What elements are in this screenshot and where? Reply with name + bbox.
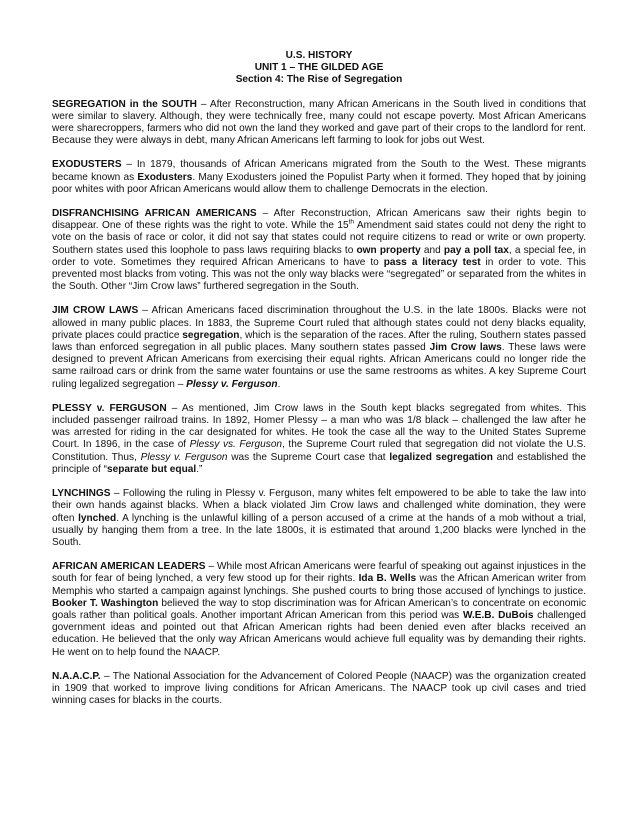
text-exodusters-2: . Many Exodusters joined the Populist Party when it formed. They hoped that by joining poor whites with poor African Americans would allow them to challenge Democrats in the election. bbox=[52, 171, 586, 195]
text-jim-crow-3: . These laws were designed to prevent African Americans from exercising their equal rights. African Americans could no longer ride the same railroad cars or drink from the same water fountains or use the same restrooms as whites. A key Supreme Court ruling legalized segregation – bbox=[52, 342, 586, 390]
text-lynchings-2: . A lynching is the unlawful killing of a person accused of a crime at the hands of a mob without a trial, usually by hanging them from a tree. In the late 1800s, it is estimated that around 1,200 blacks were lynched in the South. bbox=[52, 512, 586, 548]
term-lynchings: LYNCHINGS bbox=[52, 488, 111, 500]
bold-ida-b-wells: Ida B. Wells bbox=[358, 573, 417, 585]
bold-literacy-test: pass a literacy test bbox=[383, 256, 481, 268]
text-jim-crow-1: – African Americans faced discrimination throughout the U.S. in the late 1800s. Blacks were not allowed in many public places. In 1883, the Supreme Court ruled that although states could not deny blacks equality, private places could practice bbox=[52, 305, 586, 341]
term-segregation: SEGREGATION in the SOUTH bbox=[52, 98, 197, 110]
text-exodusters-1: – In 1879, thousands of African Americans migrated from the South to the West. These migrants became known as bbox=[52, 159, 586, 183]
section-title: Section 4: The Rise of Segregation bbox=[235, 74, 403, 86]
text-plessy-3: was the Supreme Court case that bbox=[227, 451, 390, 463]
text-naacp: – The National Association for the Advancement of Colored People (NAACP) was the organization created in 1909 that worked to improve living conditions for African Americans. The NAACP took up civil cases and tried winning cases for blacks in the courts. bbox=[52, 670, 586, 707]
italic-plessy-vs: Plessy vs. Ferguson bbox=[189, 439, 283, 451]
bold-jim-crow-laws: Jim Crow laws bbox=[429, 342, 502, 354]
text-plessy-4: and established the principle of “ bbox=[52, 451, 586, 475]
document-page bbox=[52, 50, 586, 719]
bold-italic-plessy: Plessy v. Ferguson bbox=[186, 378, 278, 390]
bold-segregation: segregation bbox=[182, 329, 240, 341]
text-leaders-3: believed the way to stop discrimination was for African American’s to concentrate on economic goals rather than political goals. Another important African American from this period was bbox=[52, 597, 587, 621]
bold-web-dubois: W.E.B. DuBois bbox=[462, 609, 534, 621]
term-plessy: PLESSY v. FERGUSON bbox=[52, 402, 167, 414]
text-leaders-1: – While most African Americans were fearful of speaking out against injustices in the south for fear of being lynched, a very few stood up for their rights. bbox=[52, 561, 586, 585]
text-plessy-5: .” bbox=[196, 463, 203, 475]
term-jim-crow: JIM CROW LAWS bbox=[52, 305, 139, 317]
bold-separate-but-equal: separate but equal bbox=[106, 463, 197, 475]
document-header bbox=[52, 50, 586, 87]
text-segregation: – After Reconstruction, many African Americans in the South lived in conditions that were similar to slavery. Although, they were technically free, many could not escape poverty. Most African Americans were sharecroppers, farmers who did not own the land they worked and gave part of their crops to the landlord for rent. Because they were always in debt, many African Americans left farming to look for jobs out West. bbox=[52, 98, 586, 147]
paragraph-naacp bbox=[52, 671, 586, 708]
text-disfranchising-1: – After Reconstruction, African Americans saw their rights begin to disappear. One of these rights was the right to vote. While the 15 bbox=[52, 208, 586, 232]
bold-lynched: lynched bbox=[78, 512, 117, 524]
paragraph-lynchings bbox=[52, 488, 586, 549]
term-leaders: AFRICAN AMERICAN LEADERS bbox=[52, 561, 206, 573]
text-lynchings-1: – Following the ruling in Plessy v. Ferguson, many whites felt empowered to be able to take the law into their own hands against blacks. When a black violated Jim Crow laws and challenged white domination, they were often bbox=[52, 488, 586, 524]
text-disfranchising-5: in order to vote. This prevented most blacks from voting. This was not the only way blacks were “segregated” or separated from the whites in the South. Other “Jim Crow laws” furthered segregation in the South. bbox=[52, 256, 586, 293]
paragraph-exodusters bbox=[52, 159, 586, 196]
unit-title: UNIT 1 – THE GILDED AGE bbox=[254, 62, 384, 74]
paragraph-disfranchising bbox=[52, 208, 586, 293]
text-jim-crow-2: , which is the separation of the races. After the ruling, Southern states passed laws than enforced segregation in all public places. Many southern states passed bbox=[52, 329, 586, 354]
text-disfranchising-3: and bbox=[420, 244, 444, 256]
paragraph-segregation bbox=[52, 99, 586, 148]
bold-booker-t-washington: Booker T. Washington bbox=[52, 597, 159, 609]
bold-poll-tax: pay a poll tax bbox=[443, 244, 509, 256]
paragraph-leaders bbox=[52, 561, 586, 659]
text-leaders-2: was the African American writer from Memphis who started a campaign against lynchings. She pushed courts to bring those accused of lynchings to justice. bbox=[52, 573, 586, 597]
term-naacp: N.A.A.C.P. bbox=[52, 670, 101, 682]
term-exodusters: EXODUSTERS bbox=[52, 159, 122, 171]
term-disfranchising: DISFRANCHISING AFRICAN AMERICANS bbox=[52, 208, 257, 220]
text-disfranchising-4: , a special fee, in order to vote. Sometimes they required African Americans to have to bbox=[52, 244, 587, 268]
bold-own-property: own property bbox=[356, 244, 421, 256]
paragraph-jim-crow bbox=[52, 305, 586, 390]
bold-legalized-segregation: legalized segregation bbox=[389, 451, 493, 463]
course-title: U.S. HISTORY bbox=[285, 50, 353, 61]
superscript-th: th bbox=[348, 218, 355, 226]
text-disfranchising-2: Amendment said states could not deny the right to vote on the basis of race or color, it did not say that states could not require citizens to read or write or own property. Southern states used this loophole to pass laws requiring blacks to bbox=[52, 220, 586, 256]
text-leaders-4: challenged government ideas and pointed out that African American rights had been denied even after blacks received an education. He believed that the only way African Americans would achieve full equality was by demanding their rights. He went on to help found the NAACP. bbox=[52, 609, 586, 658]
bold-exodusters: Exodusters bbox=[137, 171, 193, 183]
italic-plessy-v: Plessy v. Ferguson bbox=[140, 451, 228, 463]
paragraph-plessy bbox=[52, 403, 586, 476]
text-plessy-1: – As mentioned, Jim Crow laws in the South kept blacks segregated from whites. This included passenger railroad trains. In 1892, Homer Plessy – a man who was 1/8 black – challenged the law after he was arrested for riding in the car designated for whites. He took the case all the way to the United States Supreme Court. In 1896, in the case of bbox=[52, 402, 586, 451]
text-plessy-2: , the Supreme Court ruled that segregation did not violate the U.S. Constitution. Thus, bbox=[52, 439, 586, 463]
text-jim-crow-4: . bbox=[277, 378, 281, 390]
